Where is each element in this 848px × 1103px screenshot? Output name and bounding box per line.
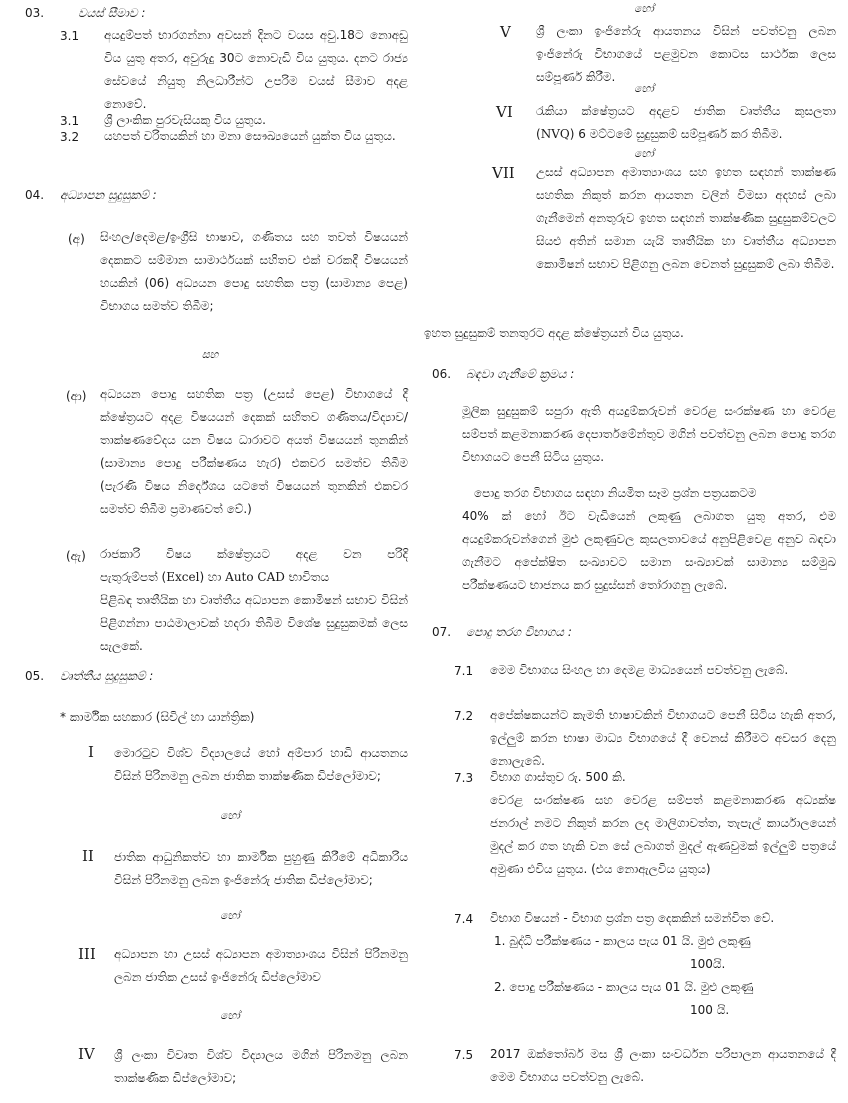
item-7-1-text: මෙම විභාගය සිංහල හා දෙමළ මාධ්‍යයෙන් පවත්වනු ලැබේ. [490, 663, 789, 677]
paper-2-marks: 100 යි. [690, 1003, 730, 1017]
item-a-text: සිංහල/දෙමළ/ඉංග්‍රීසි භාෂාව, ගණිතය සහ තවත් විෂයයන් දෙකකට සම්මාන සාමාර්ථයක් සහිතව එක් වරකදී විෂයයන් හයකින් (06) අධ්‍යයන පොදු සහතික පත්‍ර (සාමාන්‍ය පෙළ) විභාගය සමත්ව තිබීම; [100, 230, 408, 313]
item-7-1-number: 7.1 [454, 664, 474, 678]
item-7-5-number: 7.5 [454, 1048, 474, 1062]
item-ae-line-1: රාජකාරි විෂය ක්ෂේත්‍රයට අදළ වන පරිදි [100, 547, 408, 561]
item-7-3-text: විභාග ගාස්තුව රු. 500 කි. වෙරළ සංරක්ෂණ සහ වෙරළ සම්පත් කළමනාකරණ අධ්‍යක්ෂ ජනරාල් නමට නිකුත් කරන ලද මාලිගාවත්ත, තැපැල් කාර්යාලයෙන් මුදල් කර ගත හැකි වන සේ ලබාගත් මුදල් ඇණවුමක් ඉල්ලුම් පත්‍රයේ අමුණා එවිය යුතුය. (එය නොඇලවිය යුතුය) [490, 766, 836, 881]
item-V-text: ශ්‍රී ලංකා ඉංජිනේරු ආයතනය විසින් පවත්වනු ලබන ඉංජිනේරු විභාගයේ පළමුවන කොටස සාර්ථක ලෙස සම්පූර්ණ කිරීම. [536, 24, 836, 84]
item-II-text: ජාතික ආධුනිකත්ව හා කාර්මික පුහුණු කිරීමේ අධිකාරිය විසින් පිරිනමනු ලබන ඉංජිනේරු ජාතික ඩිප්ලෝමාව; [114, 850, 408, 887]
nvq-term: NVQ [540, 127, 570, 141]
item-7-3-number: 7.3 [454, 771, 474, 785]
excel-term: Excel [166, 570, 200, 584]
autocad-term: Auto CAD [225, 570, 285, 584]
item-7-4-number: 7.4 [454, 912, 474, 926]
item-3-1-text: අයදුම්පත් භාරගන්නා අවසන් දිනට වයස අවු.18ට නොඅඩු විය යුතු අතර, අවුරුදු 30ට නොවැඩි විය යුතුය. දනට රාජ්‍ය සේවයේ නියුතු නිලධාරීන්ට උපරිම වයස් සීමාව අදළ නොවේ. [104, 28, 408, 111]
item-VII-text: උසස් අධ්‍යාපන අමාත්‍යාංශය සහ ඉහත සඳහන් තාක්ෂණ සහතික නිකුත් කරන ආයතන වලින් විමසා අදහස් ලබා ගැනීමෙන් අනතුරුව ඉහත සඳහන් තාක්ෂණික සුදුසුකම්වලට සියළු අතින් සමාන යැයි තෘතීයික හා වෘත්තීය අධ්‍යාපන කොමිෂන් සභාව පිළිගනු ලබන වෙනත් සුදුසුකම් ලබා තිබීම. [536, 165, 836, 271]
paper-1-marks: 100යි. [690, 957, 726, 971]
exam-fee-line: විභාග ගාස්තුව රු. 500 කි. [490, 770, 626, 784]
section-03-number: 03. [25, 6, 45, 20]
item-I-text: මොරටුව විශ්ව විද්‍යාලයේ හෝ අම්පාර හාඩි ආයතනය විසින් පිරිනමනු ලබන ජාතික තාක්ෂණික ඩිප්ලෝමාව; [114, 746, 408, 783]
item-3-1-number: 3.1 [60, 29, 80, 43]
item-7-2-text: අපේක්ෂකයන්ට කැමති භාෂාවකින් විභාගයට පෙනී සිටිය හැකි අතර, ඉල්ලුම් කරන භාෂා මාධ්‍ය විභාගයේ දී වෙනස් කිරීමට අවසර දෙනු නොලැබේ. [490, 708, 836, 768]
item-VI-text: රැකියා ක්ෂේත්‍රයට අදළව ජාතික වෘත්තීය කුසලතා (NVQ) 6 මට්ටමේ සුදුසුකම් සම්පූර්ණ කර තිබීම. [536, 104, 836, 141]
section-06-title: බඳවා ගැනීමේ ක්‍රමය : [466, 367, 575, 381]
item-IV-numeral: IV [78, 1045, 95, 1063]
qualifications-note: ඉහත සුදුසුකම් තනතුරට අදළ ක්ෂේත්‍රයන් විය යුතුය. [424, 326, 684, 340]
item-a-label: (අ) [68, 232, 85, 246]
hor-connector-3: හෝ [220, 1009, 240, 1022]
item-III-numeral: III [78, 945, 96, 963]
hor-connector-6: හෝ [634, 147, 654, 160]
item-3-2-text: යහපත් චරිතයකින් හා මනා සෞඛ්‍යයෙන් යුක්ත විය යුතුය. [104, 129, 396, 143]
item-aa-text: අධ්‍යයන පොදු සහතික පත්‍ර (උසස් පෙළ) විභාගයේ දී ක්ෂේත්‍රයට අදළ විෂයයන් දෙකක් සහිතව ගණිතය/විද්‍යාව/තාක්ෂණවේදය යන විෂය ධාරාවට අයත් විෂයයන් තුනකින් (සාමාන්‍ය පොදු පරීක්ෂණය හැර) එකවර සමත්ව තිබීම (පැරණි විෂය නිර්දේශය යටතේ විෂයයන් තුනකින් එකවර සමත්ව තිබීම ප්‍රමාණවත් වේ.) [100, 387, 408, 516]
item-3-2-number: 3.2 [60, 130, 80, 144]
section-07-title: පොදු තරග විභාගය : [466, 625, 572, 639]
section-05-number: 05. [25, 669, 45, 683]
item-ae-line-2: පැතුරුම්පත් (Excel) හා Auto CAD භාවිතය [100, 570, 330, 584]
hor-connector-2: හෝ [220, 909, 240, 922]
section-03-title: වයස් සීමාව : [78, 6, 146, 20]
item-VII-numeral: VII [492, 164, 515, 182]
item-7-5-text: 2017 ඔක්තෝබර් මස ශ්‍රී ලංකා සංවර්ධන පරිපාලන ආයතනයේ දී මෙම විභාගය පවත්වනු ලැබේ. [490, 1047, 836, 1084]
item-aa-label: (ආ) [66, 389, 87, 403]
section-07-number: 07. [432, 625, 452, 639]
section-04-number: 04. [25, 188, 45, 202]
hor-connector-4: හෝ [634, 2, 654, 15]
item-ae-label: (ඇ) [66, 549, 86, 563]
paper-1-line: 1. බුද්ධි පරීක්ෂණය - කාලය පැය 01 යි. මුළු ලකුණු [494, 934, 751, 948]
saha-connector: සහ [201, 348, 219, 361]
item-I-numeral: I [88, 743, 94, 761]
section-04-title: අධ්‍යාපන සුදුසුකම් : [60, 188, 157, 202]
item-V-numeral: V [500, 23, 511, 41]
recruitment-paragraph-1: මූලික සුදුසුකම් සපුරා ඇති අයදුම්කරුවන් වෙරළ සංරක්ෂණ හා වෙරළ සම්පත් කළමනාකරණ දෙපාර්තමේන්තුව මගින් පවත්වනු ලබන පොදු තරග විභාගයට පෙනී සිටිය යුතුය. [462, 404, 836, 464]
item-7-4-text: විභාග විෂයන් - විභාග ප්‍රශ්න පත්‍ර දෙකකින් සමන්විත වේ. 1. බුද්ධි පරීක්ෂණය - කාලය පැය 01 යි. මුළු ලකුණු 100යි. 2. පොදු පරීක්ෂණය - කාලය පැය 01 යි. මුළු ලකුණු 100 යි. [490, 907, 836, 1022]
item-ae-rest: පිළිබඳ තෘතීයික හා වෘත්තීය අධ්‍යාපන කොමිෂන් සභාව විසින් පිළිගන්නා පාඨමාලාවක් හදරා තිබීම විශේෂ සුදුසුකමක් ලෙස සැලකේ. [100, 593, 408, 653]
item-VI-numeral: VI [496, 103, 513, 121]
item-3-1b-number: 3.1 [60, 114, 80, 128]
item-7-2-number: 7.2 [454, 709, 474, 723]
hor-connector-5: හෝ [634, 82, 654, 95]
section-06-number: 06. [432, 367, 452, 381]
recruitment-paragraph-2: පොදු තරග විභාගය සඳහා නියමිත සෑම ප්‍රශ්න පත්‍රයකටම 40% ක් හෝ ඊට වැඩියෙන් ලකුණු ලබාගත යුතු අතර, එම අයදුම්කරුවන්ගෙන් මුළු ලකුණුවල කුසලතාවයේ අනුපිළිවෙළ අනුව බඳවා ගැනීමට අපේක්ෂිත සංඛ්‍යාවට සමාන සංඛ්‍යාවක් සාමාන්‍ය සම්මුඛ පරීක්ෂණයට භාජනය කර සුදුස්සන් තෝරාගනු ලැබේ. [462, 486, 836, 592]
item-III-text: අධ්‍යාපන හා උසස් අධ්‍යාපන අමාත්‍යාංශය විසින් පිරිනමනු ලබන ජාතික උසස් ඉංජිනේරු ඩිප්ලෝමාව [114, 947, 408, 984]
section-05-title: වෘත්තීය සුදුසුකම් : [60, 669, 154, 683]
paper-2-line: 2. පොදු පරීක්ෂණය - කාලය පැය 01 යි. මුළු ලකුණු [494, 980, 754, 994]
technical-assistant-bullet: * කාර්මික සහකාර (සිවිල් හා යාන්ත්‍රික) [60, 710, 255, 724]
hor-connector-1: හෝ [220, 809, 240, 822]
item-ae-text [100, 543, 408, 658]
item-3-1b-text: ශ්‍රී ලාංකික පුරවැසියකු විය යුතුය. [104, 113, 266, 127]
item-IV-text: ශ්‍රී ලංකා විවෘත විශ්ව විද්‍යාලය මගින් පිරිනමනු ලබන තාක්ෂණික ඩිප්ලෝමාව; [114, 1048, 408, 1085]
item-II-numeral: II [82, 847, 94, 865]
